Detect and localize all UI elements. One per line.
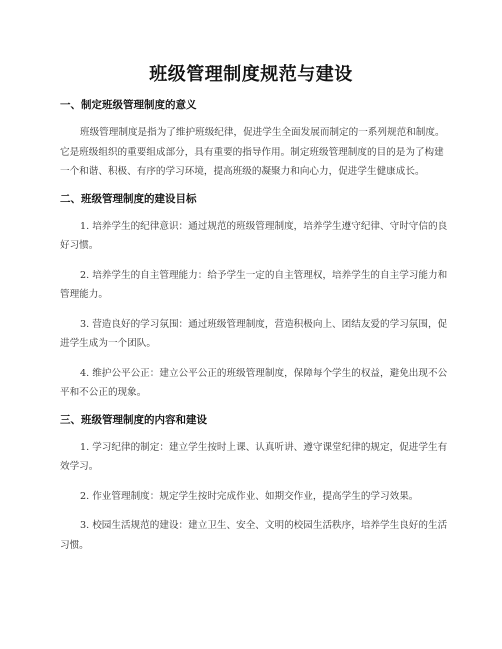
paragraph: 1. 培养学生的纪律意识：通过规范的班级管理制度，培养学生遵守纪律、守时守信的良好习惯。: [60, 220, 448, 251]
document-title: 班级管理制度规范与建设: [149, 64, 353, 85]
section-content: [60, 413, 452, 556]
paragraph: 2. 培养学生的自主管理能力：给予学生一定的自主管理权，培养学生的自主学习能力和管理能力。: [60, 269, 448, 300]
paragraph: 班级管理制度是指为了维护班级纪律，促进学生全面发展而制定的一系列规范和制度。它是班级组织的重要组成部分，具有重要的指导作用。制定班级管理制度的目的是为了构建一个和谐、积极、有序的学习环境，提高班级的凝聚力和向心力，促进学生健康成长。: [60, 127, 445, 177]
paragraph: 3. 校园生活规范的建设：建立卫生、安全、文明的校园生活秩序，培养学生良好的生活习惯。: [60, 520, 448, 551]
document-body: [60, 98, 452, 565]
section-significance: [60, 98, 452, 182]
section-heading: 一、制定班级管理制度的意义: [60, 99, 197, 111]
paragraph: 3. 营造良好的学习氛围：通过班级管理制度，营造积极向上、团结友爱的学习氛围，促进学生成为一个团队。: [60, 318, 448, 349]
paragraph: 2. 作业管理制度：规定学生按时完成作业、如期交作业，提高学生的学习效果。: [80, 490, 419, 502]
section-heading: 三、班级管理制度的内容和建设: [60, 413, 207, 426]
section-heading: 二、班级管理制度的建设目标: [60, 192, 197, 205]
paragraph: 4. 维护公平公正：建立公平公正的班级管理制度，保障每个学生的权益，避免出现不公平和不公正的现象。: [60, 367, 448, 398]
section-goals: [60, 192, 452, 403]
paragraph: 1. 学习纪律的制定：建立学生按时上课、认真听讲、遵守课堂纪律的规定，促进学生有效学习。: [60, 441, 448, 472]
